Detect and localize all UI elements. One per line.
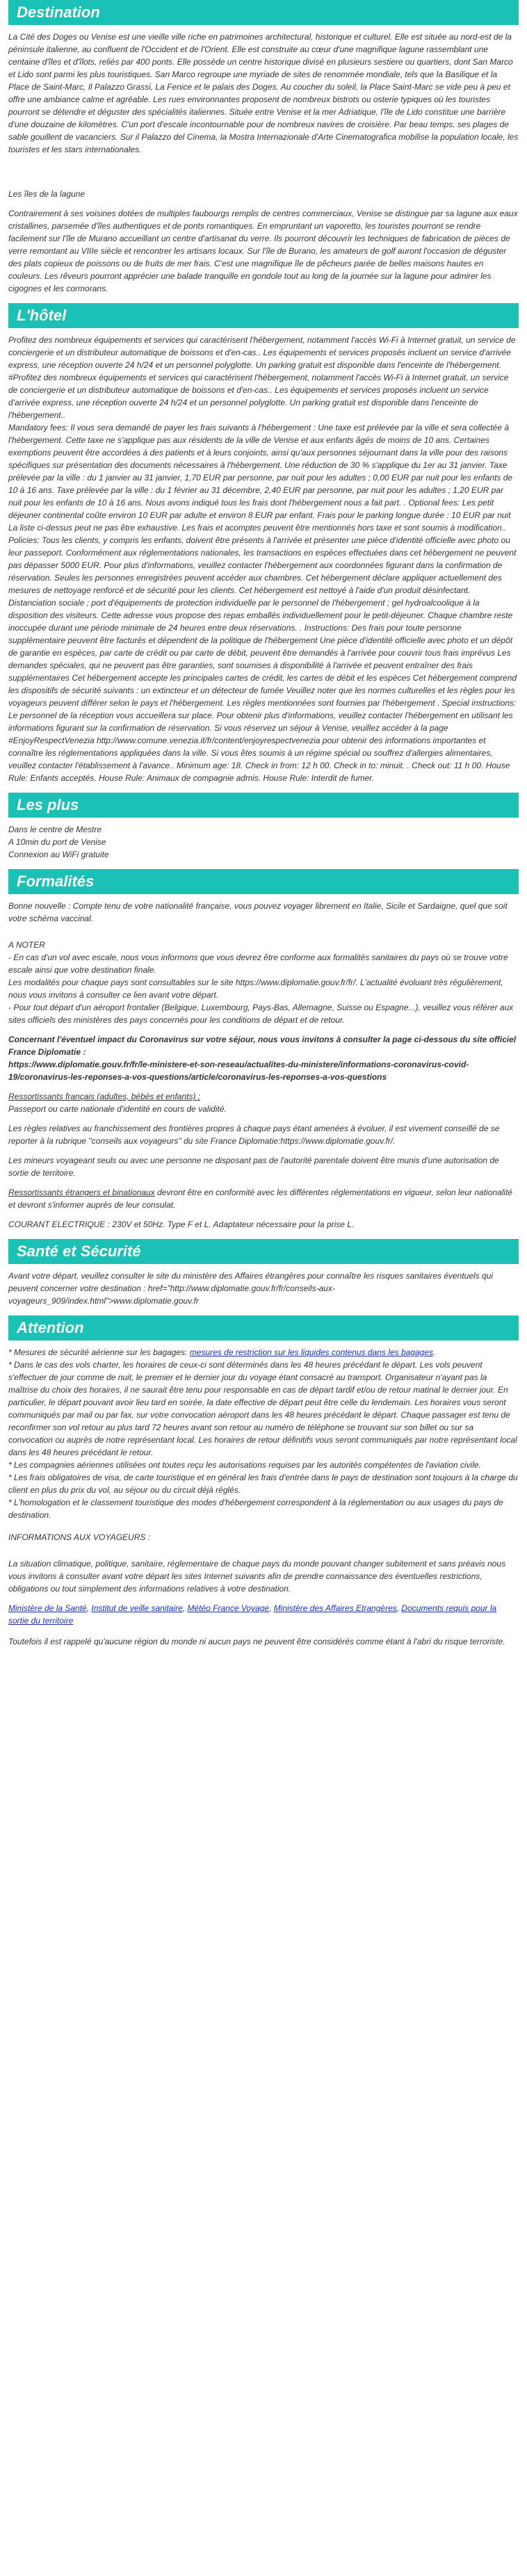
destination-subheading: Les îles de la lagune: [8, 189, 86, 199]
rules-paragraph: Les règles relatives au franchissement des frontières propres à chaque pays étant amenées à évoluer, il est vivement conseillé de se reporter à la rubrique "conseils aux voyageurs" du site France Diplomatie:https://www.diplomatie.gouv.fr/.: [8, 1124, 500, 1146]
section-title-formalites: Formalités: [8, 869, 519, 894]
destination-paragraph: La Cité des Doges ou Venise est une vieille ville riche en patrimoines architectural, historique et culturel. Elle est située au nord-est de la péninsule italienne, au confluent de l'Occident et de l'Orient. Elle est construite au cœur d'une magnifique lagune rassemblant une centaine d'îles et d'îlots, reliés par 400 ponts. Elle possède un centre historique divisé en plusieurs sestiere ou quartiers, dont San Marco et Lido sont parmi les plus touristiques. San Marco regroupe une myriade de sites de renommée mondiale, tels que la Basilique et la Place de Saint-Marc, Il Palazzo Grassi, La Fenice et le palais des Doges. Au coucher du soleil, la Place Saint-Marc se vide peu à peu et offre une ambiance calme et agréable. Les rues environnantes proposent de nombreux bistrots ou osterie typiques où les touristes pourront se détendre et déguster des spécialités italiennes. Située entre Venise et la mer Adriatique, l'île de Lido constitue une barrière d'une douzaine de kilomètres. C'un port d'escale incontournable pour de nombreux navires de croisière. Par beau temps, ses plages de sable gouillent de vacanciers. Sur il Palazzo del Cinema, la Mostra Internazionale d'Arte Cinematografica mobilise la population locale, les touristes et les stars internationales.: [8, 32, 519, 154]
section-plus: [8, 793, 519, 861]
plus-item: Dans le centre de Mestre: [8, 825, 102, 834]
section-title-destination: Destination: [8, 0, 519, 25]
covid-block: [8, 1033, 519, 1083]
section-title-plus: Les plus: [8, 793, 519, 818]
note-line: - En cas d'un vol avec escale, nous vous informons que vous devrez être conforme aux formalités sanitaires du pays où se trouve votre escale ainsi que votre destination finale.: [8, 953, 508, 975]
hotel-paragraph: #Profitez des nombreux équipements et services qui caractérisent l'hébergement, notamment l'accès Wi-Fi à Internet gratuit, un service de conciergerie et un distributeur automatique de boissons et d'en-cas.. Les équipements et services proposés incluent un service d'arrivée express, une réception ouverte 24 h/24 et un personnel polyglotte. Un parking gratuit est disponible dans l'enceinte de l'hébergement..: [8, 373, 509, 420]
french-heading: Ressortissants français (adultes, bébés et enfants) :: [8, 1092, 201, 1101]
hotel-paragraph: Mandatory fees: Il vous sera demandé de payer les frais suivants à l'hébergement : Une taxe est prélevée par la ville et sera collectée à l'hébergement. Cette taxe ne s'applique pas aux résidents de la ville de Venise et aux enfants âgés de moins de 10 ans. Certaines exemptions peuvent être accordées à des patients et à leurs conjoints, ainsi qu'aux personnes séjournant dans la ville pour des raisons spécifiques sur présentation des documents nécessaires à l'hébergement. Une réduction de 30 % s'applique du 1er au 31 janvier. Taxe prélevée par la ville : du 1 janvier au 31 janvier, 1,70 EUR par personne, par nuit pour les adultes ; 0,00 EUR par nuit pour les enfants de 10 à 16 ans. Taxe prélevée par la ville : du 1 février au 31 décembre, 2,40 EUR par personne, par nuit pour les adultes ; 1,20 EUR par nuit pour les enfants de 10 à 16 ans. Nous avons indiqué tous les frais dont l'hébergement nous a fait part. . Optional fees: Les petit déjeuner continental coûte environ 10 EUR par adulte et environ 8 EUR par enfant. Frais pour le parking longue durée : 10 EUR par nuit La liste ci-dessus peut ne pas être exhaustive. Les frais et acomptes peuvent être mentionnés hors taxe et sont soumis à modification.. Policies: Tous les clients, y compris les enfants, doivent être présents à l'arrivée et présenter une pièce d'identité officielle avec photo ou leur passeport. Conformément aux réglementations nationales, les transactions en espèces effectuées dans cet hébergement ne peuvent pas dépasser 5000 EUR. Pour plus d'informations, veuillez contacter l'hébergement aux coordonnées figurant dans la confirmation de réservation. Seules les personnes enregistrées peuvent accéder aux chambres. Cet hébergement déclare appliquer actuellement des mesures de nettoyage renforcé et de sécurité pour les clients. Cet hébergement est nettoyé à l'aide d'un produit désinfectant. Distanciation sociale ; port d'équipements de protection individuelle par le personnel de l'hébergement ; gel hydroalcoolique à la disposition des visiteurs. Cette adresse vous propose des repas emballés individuellement pour le petit-déjeuner. Chaque chambre reste inoccupée durant une période minimale de 24 heures entre deux réservations. . Instructions: Des frais pour toute personne supplémentaire peuvent être facturés et dépendent de la politique de l'hébergement Une pièce d'identité officielle avec photo et un dépôt de garantie en espèces, par carte de crédit ou par carte de débit, peuvent être demandés à l'arrivée pour couvrir tous frais imprévus Les demandes spéciales, qui ne peuvent pas être garanties, sont soumises à disponibilité à l'arrivée et peuvent entraîner des frais supplémentaires Cet hébergement accepte les principales cartes de crédit, les cartes de débit et les espèces Cet hébergement comprend les dispositifs de sécurité suivants : un extincteur et un détecteur de fumée Veuillez noter que les normes culturelles et les règles pour les voyageurs peuvent différer selon le pays et l'hébergement. Les règles mentionnées sont fournies par l'hébergement . Special instructions: Le personnel de la réception vous accueillera sur place. Pour obtenir plus d'informations, veuillez contacter l'hébergement en utilisant les informations figurant sur la confirmation de réservation. Si vous réservez un séjour à Venise, veuillez accéder à la page #EnjoyRespectVenezia http://www.comune.venezia.it/fr/content/enjoyrespectvenezia pour obtenir des informations importantes et connaître les réglementations appliquées dans la ville. Si vous êtes soumis à un régime spécial ou souffrez d'allergies alimentaires, veuillez contacter l'établissement à l'avance.. Minimum age: 18. Check in from: 12 h 00. Check in to: minuit. . Check out: 11 h 00. House Rule: Enfants acceptés. House Rule: Animaux de compagnie admis. House Rule: Interdit de fumer.: [8, 423, 517, 783]
section-destination: [8, 0, 519, 295]
plus-item: A 10min du port de Venise: [8, 837, 106, 847]
attention-list: [8, 1346, 519, 1521]
link-meteo-france[interactable]: Météo France Voyage: [187, 1603, 270, 1613]
liquids-suffix: .: [433, 1347, 436, 1357]
section-title-attention: Attention: [8, 1315, 519, 1340]
link-documents-sortie[interactable]: Documents requis pour la sortie du territoire: [8, 1603, 497, 1626]
plus-list: [8, 823, 519, 861]
section-title-hotel: L'hôtel: [8, 303, 519, 328]
foreign-text: devront être en conformité avec les différentes réglementations en vigueur, selon leur nationalité et devront s'informer auprès de leur consulat.: [8, 1188, 513, 1210]
link-affaires-etrangeres[interactable]: Ministère des Affaires Etrangères: [273, 1603, 397, 1613]
info-text: La situation climatique, politique, sanitaire, réglementaire de chaque pays du monde pouvant changer subitement et sans préavis nous vous invitons à consulter avant votre départ les sites Internet suivants afin de prendre connaissance des éventuelles restrictions, obligations ou tout simplement des informations relatives à votre destination.: [8, 1559, 506, 1594]
note-line: Les modalités pour chaque pays sont consultables sur le site https://www.diplomatie.gouv.fr/fr/. L'actualité évoluant très régulièrement, nous vous invitons à consulter ce lien avant votre départ.: [8, 978, 503, 1000]
closing-text: Toutefois il est rappelé qu'aucune région du monde ni aucun pays ne peuvent être considérés comme étant à l'abri du risque terroriste.: [8, 1637, 505, 1646]
info-links: Ministère de la Santé, Institut de veille sanitaire, Météo France Voyage, Ministère des Affaires Etrangères, Documents requis pour la sortie du territoire: [8, 1603, 497, 1626]
note-heading: A NOTER: [8, 940, 45, 950]
electric-paragraph: COURANT ELECTRIQUE : 230V et 50Hz. Type F et L. Adaptateur nécessaire pour la prise L.: [8, 1220, 355, 1229]
liquids-link[interactable]: mesures de restriction sur les liquides contenus dans les bagages: [189, 1347, 434, 1357]
french-nationals: [8, 1090, 519, 1115]
foreign-heading: Ressortissants étrangers et binationaux: [8, 1188, 155, 1197]
formalites-intro: Bonne nouvelle : Compte tenu de votre nationalité française, vous pouvez voyager librement en Italie, Sicile et Sardaigne, quel que soit votre schéma vaccinal.: [8, 901, 508, 923]
link-veille-sanitaire[interactable]: Institut de veille sanitaire: [91, 1603, 183, 1613]
destination-paragraph: Contrairement à ses voisines dotées de multiples faubourgs remplis de centres commerciaux, Venise se distingue par sa lagune aux eaux cristallines, parsemée d'îles authentiques et de ponts romantiques. En empruntant un vaporetto, les touristes pourront se rendre facilement sur l'île de Murano accueillant un centre d'artisanat du verre. Ils pourront découvrir les techniques de fabrication de pièces de verre remontant au VIIIe siècle et rencontrer les artisans locaux. Sur l'île de Burano, les amateurs de golf auront l'occasion de déguster des plats copieux de poissons ou de fruits de mer frais. C'est une magnifique île de pêcheurs parée de belles maisons hautes en couleurs. Les rêveurs pourront apprécier une balade tranquille en gondole tout au long de la journée sur la lagune pour admirer les cigognes et les cormorans.: [8, 209, 518, 293]
note-line: - Pour tout départ d'un aéroport frontalier (Belgique, Luxembourg, Pays-Bas, Allemagne, Suisse ou Espagne...), veuillez vous référer aux sites officiels des ministères des pays concernés pour les conditions de départ et de retour.: [8, 1003, 514, 1025]
covid-url[interactable]: https://www.diplomatie.gouv.fr/fr/le-ministere-et-son-reseau/actualites-du-ministere/informations-coronavirus-covid-19/coronavirus-les-reponses-a-vos-questions/article/coronavirus-les-reponses-a-vos-questions: [8, 1060, 469, 1082]
section-title-sante: Santé et Sécurité: [8, 1239, 519, 1264]
section-attention: [8, 1315, 519, 1648]
schedule-text: * Dans le cas des vols charter, les horaires de ceux-ci sont déterminés dans les 48 heures précédant le départ. Les vols peuvent s'effectuer de jour comme de nuit, le premier et le dernier jour du voyage étant consacré au transport. Organisateur n'ayant pas la maîtrise du choix des horaires, il ne saurait être tenu pour responsable en cas de départ tardif et/ou de retour matinal le dernier jour. En particulier, le départ pouvant avoir lieu tard en soirée, la date effective de départ peut être celle du lendemain. Les horaires vous seront communiqués par mail ou par fax, sur votre convocation aéroport dans les 48 heures précédant le départ. Chaque passager est tenu de reconfirmer son vol retour au plus tard 72 heures avant son retour au numéro de téléphone se trouvant sur son billet ou sur sa convocation ou auprès de notre représentant local. Les horaires de retour définitifs vous seront communiqués par notre représentant local dans les 48 heures précédant le retour.: [8, 1360, 517, 1457]
link-ministere-sante[interactable]: Ministère de la Santé: [8, 1603, 87, 1613]
airlines-text: * Les compagnies aériennes utilisées ont toutes reçu les autorisations requises par les autorités compétentes de l'aviation civile.: [8, 1460, 481, 1470]
section-hotel: [8, 303, 519, 784]
fees-text: * Les frais obligatoires de visa, de carte touristique et en général les frais d'entrée dans le pays de destination sont toujours à la charge du client en plus du prix du vol, au séjour ou du circuit déjà réglés.: [8, 1473, 518, 1495]
liquids-prefix: * Mesures de sécurité aérienne sur les bagages:: [8, 1347, 190, 1357]
covid-text: Concernant l'éventuel impact du Coronavirus sur votre séjour, nous vous invitons à consulter la page ci-dessous du site officiel France Diplomatie :: [8, 1035, 517, 1057]
approval-text: * L'homologation et le classement touristique des modes d'hébergement correspondent à la réglementation ou aux usages du pays de destination.: [8, 1498, 503, 1520]
sante-paragraph: Avant votre départ, veuillez consulter le site du ministère des Affaires étrangères pour connaître les risques sanitaires éventuels qui peuvent concerner votre destination : href="http://www.diplomatie.gouv.fr/fr/conseils-aux-voyageurs_909/index.html">www.diplomatie.gouv.fr: [8, 1271, 494, 1306]
page: [8, 0, 519, 1663]
plus-item: Connexion au WiFi gratuite: [8, 850, 109, 859]
formalites-note: [8, 939, 519, 1026]
foreign-paragraph: [8, 1186, 519, 1211]
minors-paragraph: Les mineurs voyageant seuls ou avec une personne ne disposant pas de l'autorité parentale doivent être munis d'une autorisation de sortie de territoire.: [8, 1156, 499, 1178]
french-text: Passeport ou carte nationale d'identité en cours de validité.: [8, 1104, 227, 1114]
hotel-paragraph: Profitez des nombreux équipements et services qui caractérisent l'hébergement, notamment l'accès Wi-Fi à Internet gratuit, un service de conciergerie et un distributeur automatique de boissons et d'en-cas.. Les équipements et services proposés incluent un service d'arrivée express, une réception ouverte 24 h/24 et un personnel polyglotte. Un parking gratuit est disponible dans l'enceinte de l'hébergement.: [8, 335, 516, 370]
section-formalites: [8, 869, 519, 1231]
section-sante: [8, 1239, 519, 1307]
info-heading: INFORMATIONS AUX VOYAGEURS :: [8, 1532, 151, 1542]
